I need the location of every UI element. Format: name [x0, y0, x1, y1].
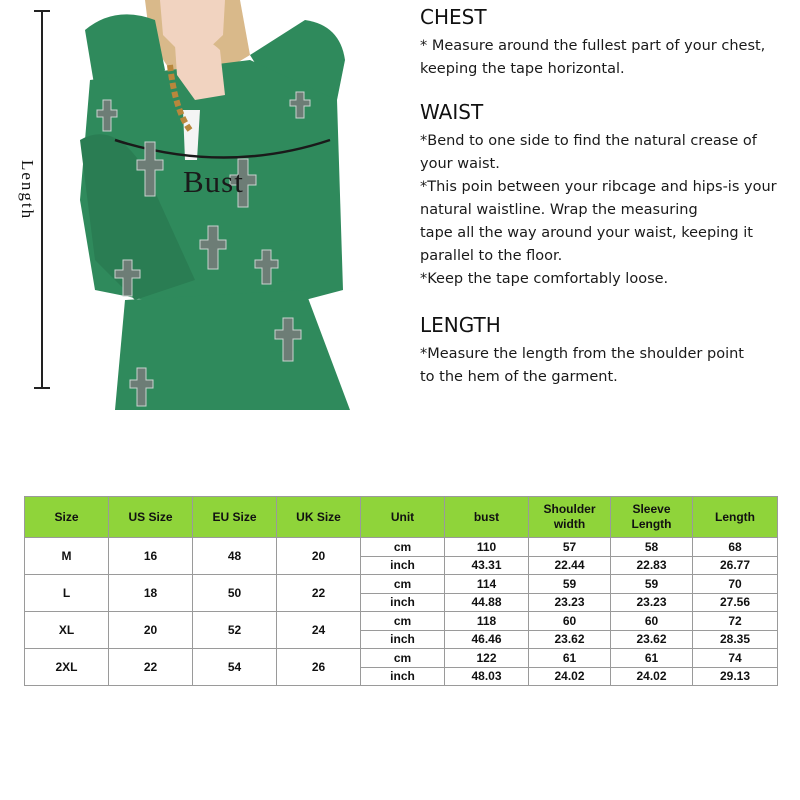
- table-row: [25, 649, 778, 668]
- header-sleeve-line1: Sleeve: [632, 502, 671, 516]
- header-sleeve-line2: Length: [631, 517, 672, 531]
- waist-line: parallel to the floor.: [420, 248, 563, 264]
- eu-size-cell: 50: [193, 575, 277, 612]
- header-shoulder-width: [529, 497, 611, 538]
- length-cell: 74: [693, 649, 778, 668]
- header-eu-size: EU Size: [193, 497, 277, 538]
- waist-line: your waist.: [420, 156, 500, 172]
- shoulder-cell: 61: [529, 649, 611, 668]
- header-sleeve-length: [611, 497, 693, 538]
- uk-size-cell: 20: [277, 538, 361, 575]
- us-size-cell: 20: [109, 612, 193, 649]
- header-us-size: US Size: [109, 497, 193, 538]
- unit-cell: cm: [361, 575, 445, 594]
- us-size-cell: 22: [109, 649, 193, 686]
- length-cell: 28.35: [693, 630, 778, 649]
- bust-label: Bust: [183, 164, 244, 199]
- bust-cell: 110: [445, 538, 529, 557]
- length-dimension-cap-top: [34, 10, 50, 12]
- length-heading: LENGTH: [420, 313, 501, 337]
- length-line: to the hem of the garment.: [420, 369, 618, 385]
- bust-cell: 118: [445, 612, 529, 631]
- size-cell: M: [25, 538, 109, 575]
- unit-cell: cm: [361, 612, 445, 631]
- shoulder-cell: 23.62: [529, 630, 611, 649]
- header-shoulder-line2: width: [553, 517, 586, 531]
- header-bust: bust: [445, 497, 529, 538]
- waist-line: *This poin between your ribcage and hips-is your: [420, 179, 777, 195]
- bust-cell: 43.31: [445, 556, 529, 575]
- length-cell: 70: [693, 575, 778, 594]
- bust-cell: 48.03: [445, 667, 529, 686]
- shoulder-cell: 60: [529, 612, 611, 631]
- bust-cell: 46.46: [445, 630, 529, 649]
- length-cell: 68: [693, 538, 778, 557]
- table-header-row: [25, 497, 778, 538]
- header-size: Size: [25, 497, 109, 538]
- shoulder-cell: 22.44: [529, 556, 611, 575]
- us-size-cell: 16: [109, 538, 193, 575]
- uk-size-cell: 24: [277, 612, 361, 649]
- chest-line: keeping the tape horizontal.: [420, 61, 625, 77]
- table-row: [25, 612, 778, 631]
- shoulder-cell: 57: [529, 538, 611, 557]
- unit-cell: cm: [361, 538, 445, 557]
- length-cell: 29.13: [693, 667, 778, 686]
- waist-heading: WAIST: [420, 100, 484, 124]
- length-dimension-line: [41, 10, 43, 388]
- length-cell: 72: [693, 612, 778, 631]
- shoulder-cell: 59: [529, 575, 611, 594]
- chest-section: [420, 5, 792, 81]
- chest-heading: CHEST: [420, 5, 487, 29]
- size-cell: 2XL: [25, 649, 109, 686]
- length-label: Length: [18, 159, 37, 221]
- waist-line: *Keep the tape comfortably loose.: [420, 271, 669, 287]
- waist-line: tape all the way around your waist, keeping it: [420, 225, 753, 241]
- size-cell: XL: [25, 612, 109, 649]
- waist-section: [420, 100, 792, 291]
- size-cell: L: [25, 575, 109, 612]
- eu-size-cell: 48: [193, 538, 277, 575]
- hoodie-illustration: [75, 0, 355, 410]
- bust-cell: 44.88: [445, 593, 529, 612]
- uk-size-cell: 22: [277, 575, 361, 612]
- size-chart-table: [24, 496, 778, 686]
- header-uk-size: UK Size: [277, 497, 361, 538]
- length-cell: 27.56: [693, 593, 778, 612]
- shoulder-cell: 23.23: [529, 593, 611, 612]
- table-row: [25, 575, 778, 594]
- length-dimension-cap-bottom: [34, 387, 50, 389]
- header-shoulder-line1: Shoulder: [543, 502, 596, 516]
- sleeve-cell: 24.02: [611, 667, 693, 686]
- unit-cell: inch: [361, 593, 445, 612]
- header-unit: Unit: [361, 497, 445, 538]
- table-row: [25, 538, 778, 557]
- length-cell: 26.77: [693, 556, 778, 575]
- unit-cell: cm: [361, 649, 445, 668]
- shoulder-cell: 24.02: [529, 667, 611, 686]
- uk-size-cell: 26: [277, 649, 361, 686]
- eu-size-cell: 54: [193, 649, 277, 686]
- eu-size-cell: 52: [193, 612, 277, 649]
- us-size-cell: 18: [109, 575, 193, 612]
- sleeve-cell: 61: [611, 649, 693, 668]
- sleeve-cell: 58: [611, 538, 693, 557]
- waist-line: natural waistline. Wrap the measuring: [420, 202, 698, 218]
- sleeve-cell: 60: [611, 612, 693, 631]
- unit-cell: inch: [361, 556, 445, 575]
- product-photo: [75, 0, 355, 410]
- unit-cell: inch: [361, 667, 445, 686]
- sleeve-cell: 59: [611, 575, 693, 594]
- bust-cell: 122: [445, 649, 529, 668]
- length-line: *Measure the length from the shoulder point: [420, 346, 744, 362]
- unit-cell: inch: [361, 630, 445, 649]
- bust-cell: 114: [445, 575, 529, 594]
- header-length: Length: [693, 497, 778, 538]
- waist-line: *Bend to one side to find the natural crease of: [420, 133, 757, 149]
- length-section: [420, 313, 792, 389]
- sleeve-cell: 23.23: [611, 593, 693, 612]
- chest-line: * Measure around the fullest part of your chest,: [420, 38, 766, 54]
- sleeve-cell: 22.83: [611, 556, 693, 575]
- sleeve-cell: 23.62: [611, 630, 693, 649]
